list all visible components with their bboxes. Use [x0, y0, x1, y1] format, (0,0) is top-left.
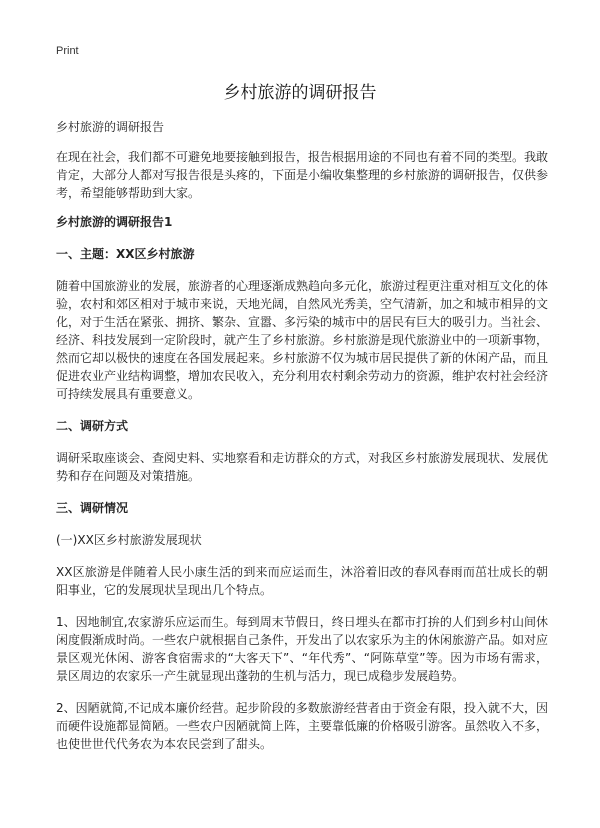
section3-subheading: (一)XX区乡村旅游发展现状 — [56, 533, 202, 547]
section1-heading: 一、主题：XX区乡村旅游 — [56, 247, 195, 261]
document-body — [56, 118, 548, 753]
document-subtitle: 乡村旅游的调研报告 — [56, 120, 165, 134]
print-link[interactable]: Print — [56, 45, 79, 57]
point2-paragraph: 2、因陋就简,不记成本廉价经营。起步阶段的多数旅游经营者由于资金有限，投入就不大，因而硬件设施都显简陋。一些农户因陋就简上阵，主要靠低廉的价格吸引游客。虽然收入不多，也使世世代代务农为本农民尝到了甜头。 — [56, 701, 549, 751]
section3-heading: 三、调研情况 — [56, 501, 129, 515]
section3-intro-paragraph: XX区旅游是伴随着人民小康生活的到来而应运而生，沐浴着旧改的春风春雨而茁壮成长的朝阳事业，它的发展现状呈现出几个特点。 — [56, 565, 548, 597]
report-heading: 乡村旅游的调研报告1 — [56, 215, 173, 229]
document-title: 乡村旅游的调研报告 — [223, 83, 377, 103]
point1-paragraph: 1、因地制宜,农家游乐应运而生。每到周末节假日，终日埋头在都市打拚的人们到乡村山间休闲度假渐成时尚。一些农户就根据自己条件，开发出了以农家乐为主的休闲旅游产品。如对应景区观光休闲、游客食宿需求的“大客天下”、“年代秀”、“阿陈草堂”等。因为市场有需求，景区周边的农家乐一产生就显现出蓬勃的生机与活力，现已成稳步发展趋势。 — [56, 615, 549, 683]
intro-paragraph: 在现在社会，我们都不可避免地要接触到报告，报告根据用途的不同也有着不同的类型。我敢肯定，大部分人都对写报告很是头疼的，下面是小编收集整理的乡村旅游的调研报告，仅供参考，希望能够帮助到大家。 — [56, 150, 549, 200]
section2-paragraph: 调研采取座谈会、查阅史料、实地察看和走访群众的方式，对我区乡村旅游发展现状、发展优势和存在问题及对策措施。 — [56, 451, 549, 483]
section1-paragraph: 随着中国旅游业的发展，旅游者的心理逐渐成熟趋向多元化，旅游过程更注重对相互文化的体验，农村和郊区相对于城市来说，天地光阔，自然风光秀美，空气清新，加之和城市相异的文化，对于生活在紧张、拥挤、繁杂、宣嚣、多污染的城市中的居民有巨大的吸引力。当社会、经济、科技发展到一定阶段时，就产生了乡村旅游。乡村旅游是现代旅游业中的一项新事物，然而它却以极快的速度在各国发展起来。乡村旅游不仅为城市居民提供了新的休闲产品，而且促进农业产业结构调整，增加农民收入，充分利用农村剩余劳动力的资源，维护农村社会经济可持续发展具有重要意义。 — [56, 279, 549, 401]
section2-heading: 二、调研方式 — [56, 419, 129, 433]
